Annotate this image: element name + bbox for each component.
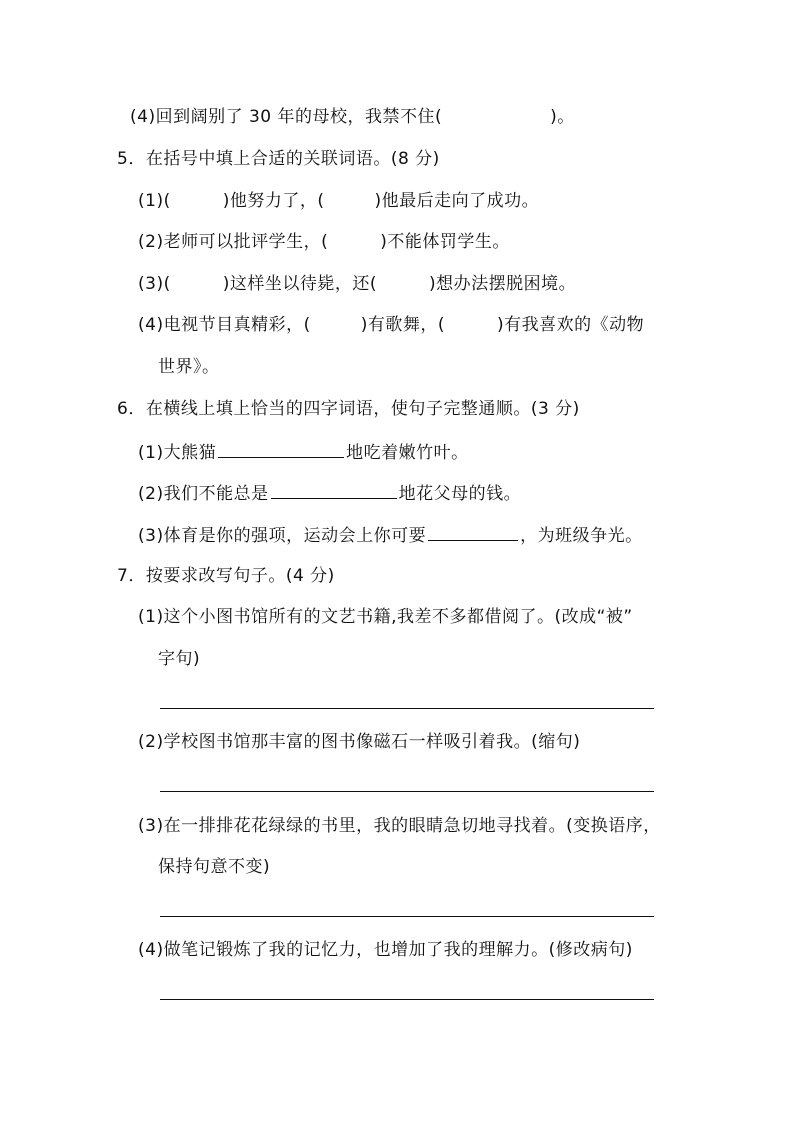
q6-item1-blank[interactable] xyxy=(218,440,344,458)
q7-item1: (1)这个小图书馆所有的文艺书籍,我差不多都借阅了。(改成“被” xyxy=(138,607,633,627)
q6-item2 xyxy=(138,481,521,505)
q5-item3-part-c: )想办法摆脱困境。 xyxy=(428,274,577,294)
q5-item1 xyxy=(138,190,539,212)
q5-item4-part-b: )有歌舞，( xyxy=(360,315,445,335)
q6-item3-part-a: (3)体育是你的强项，运动会上你可要 xyxy=(138,526,427,546)
q5-item3-part-a: (3)( xyxy=(138,274,171,294)
q7-item2: (2)学校图书馆那丰富的图书像磁石一样吸引着我。(缩句) xyxy=(138,732,581,752)
q6-heading: 6．在横线上填上恰当的四字词语，使句子完整通顺。(3 分) xyxy=(117,399,580,419)
q6-item1-part-b: 地吃着嫩竹叶。 xyxy=(346,443,469,463)
q7-item1-answer-line[interactable] xyxy=(160,708,654,709)
q4-item4 xyxy=(130,106,575,128)
q7-item1-continuation: 字句) xyxy=(158,649,201,669)
q7-heading: 7．按要求改写句子。(4 分) xyxy=(117,566,335,586)
q5-heading: 5．在括号中填上合适的关联词语。(8 分) xyxy=(117,149,440,169)
q5-item2-part-a: (2)老师可以批评学生，( xyxy=(138,232,329,252)
q6-item1-part-a: (1)大熊猫 xyxy=(138,443,217,463)
q5-item4-part-a: (4)电视节目真精彩，( xyxy=(138,315,311,335)
q6-item3-part-b: ，为班级争光。 xyxy=(520,526,643,546)
q7-item3: (3)在一排排花花绿绿的书里，我的眼睛急切地寻找着。(变换语序， xyxy=(138,816,661,836)
q5-item3 xyxy=(138,273,576,295)
q6-item2-part-a: (2)我们不能总是 xyxy=(138,484,269,504)
q7-item4: (4)做笔记锻炼了我的记忆力，也增加了我的理解力。(修改病句) xyxy=(138,940,633,960)
q5-item2 xyxy=(138,231,510,253)
q5-item3-part-b: )这样坐以待毙，还( xyxy=(222,274,377,294)
q7-item4-answer-line[interactable] xyxy=(160,999,654,1000)
q5-item1-part-b: )他努力了，( xyxy=(222,191,325,211)
q5-item4-continuation: 世界》。 xyxy=(158,357,220,377)
q6-item1 xyxy=(138,440,469,464)
q7-item3-continuation: 保持句意不变) xyxy=(158,857,271,877)
q4-item4-text-before: (4)回到阔别了 30 年的母校，我禁不住( xyxy=(130,107,443,127)
q4-item4-text-after: )。 xyxy=(550,107,575,127)
q5-item4 xyxy=(138,314,644,336)
q7-item2-answer-line[interactable] xyxy=(160,791,654,792)
q6-item3 xyxy=(138,523,643,547)
q5-item4-part-c: )有我喜欢的《动物 xyxy=(496,315,645,335)
q6-item2-part-b: 地花父母的钱。 xyxy=(398,484,522,504)
q5-item1-part-c: )他最后走向了成功。 xyxy=(374,191,540,211)
q6-item2-blank[interactable] xyxy=(271,481,397,499)
q5-item2-part-b: )不能体罚学生。 xyxy=(380,232,510,252)
q7-item3-answer-line[interactable] xyxy=(160,916,654,917)
q6-item3-blank[interactable] xyxy=(428,523,518,541)
q5-item1-part-a: (1)( xyxy=(138,191,171,211)
